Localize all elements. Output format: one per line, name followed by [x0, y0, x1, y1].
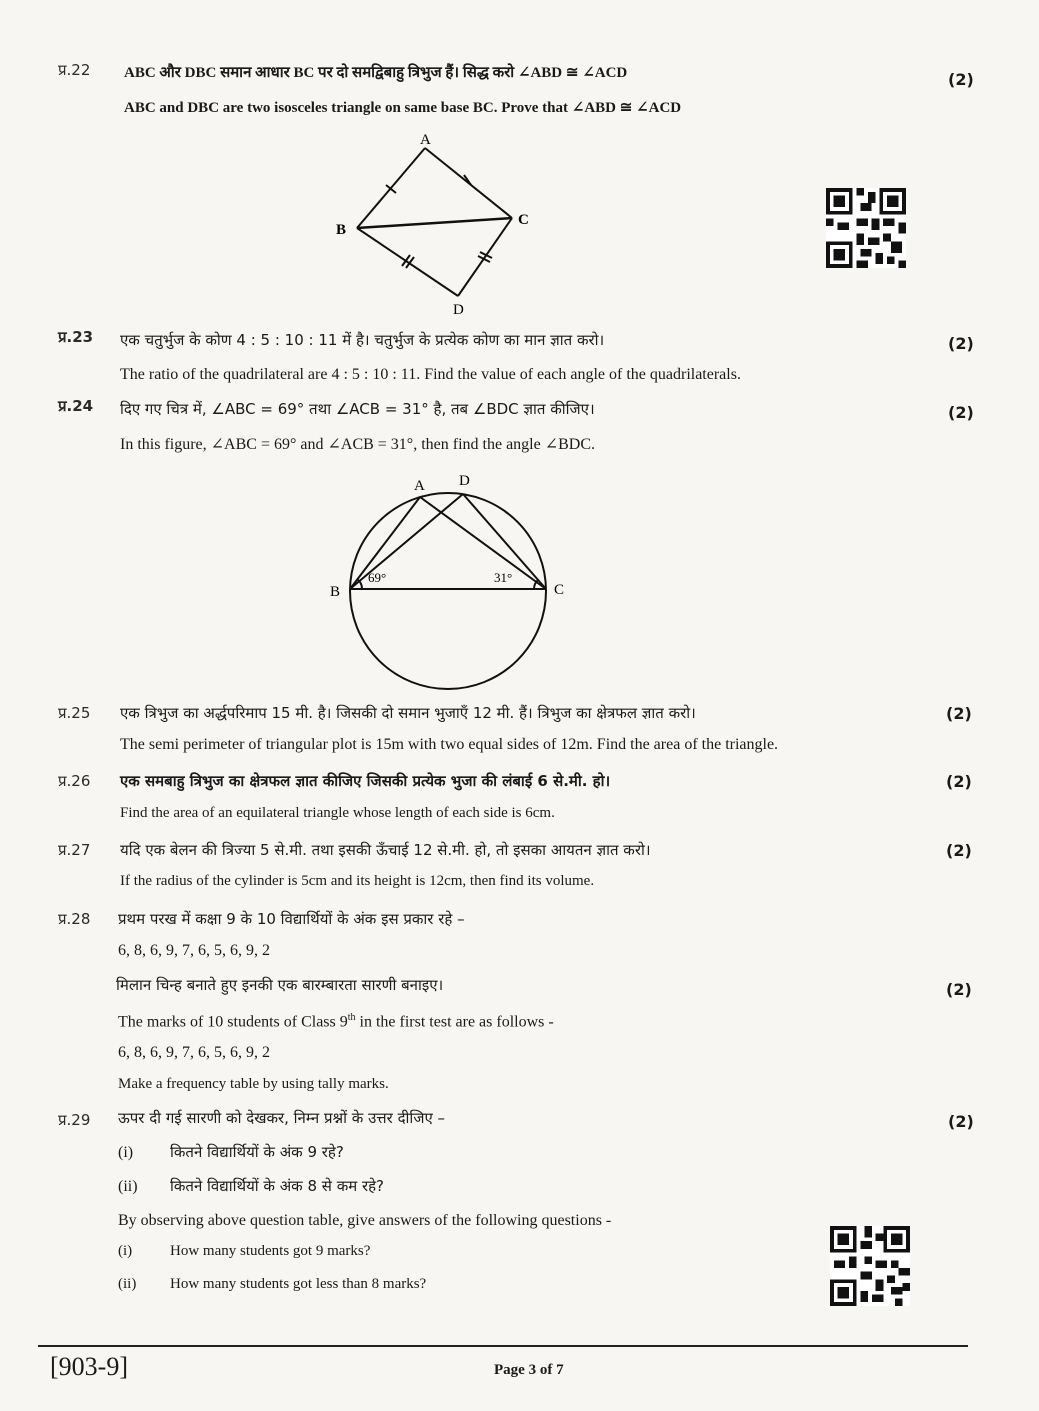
question-28-english-data: 6, 8, 6, 9, 7, 6, 5, 6, 9, 2	[118, 1044, 270, 1061]
question-28-hindi-data: 6, 8, 6, 9, 7, 6, 5, 6, 9, 2	[118, 942, 270, 959]
question-28-english-line2: Make a frequency table by using tally marks.	[118, 1076, 389, 1092]
question-29-hindi-i-num: (i)	[118, 1144, 134, 1161]
fig22-label-B: B	[336, 222, 347, 238]
question-number-23: प्र.23	[58, 328, 94, 346]
question-22-hindi: ABC और DBC समान आधार BC पर दो समद्विबाहु त्रिभुज हैं। सिद्ध करो ∠ABD ≅ ∠ACD	[124, 65, 628, 81]
qr-code-bottom	[830, 1226, 910, 1306]
question-29-hindi-i: कितने विद्यार्थियों के अंक 9 रहे?	[170, 1143, 344, 1161]
fig24-chord-AC	[420, 497, 546, 589]
question-25-english: The semi perimeter of triangular plot is 15m with two equal sides of 12m. Find the area of the triangle.	[120, 736, 779, 753]
question-28-english-line1: The marks of 10 students of Class 9th in the first test are as follows -	[118, 1012, 554, 1031]
question-29-english-ii: How many students got less than 8 marks?	[170, 1276, 427, 1292]
question-26-marks: (2)	[946, 772, 972, 791]
fig24-label-D: D	[459, 473, 470, 489]
question-24-hindi: दिए गए चित्र में, ∠ABC = 69° तथा ∠ACB = 31° है, तब ∠BDC ज्ञात कीजिए।	[120, 400, 595, 418]
question-26-hindi: एक समबाहु त्रिभुज का क्षेत्रफल ज्ञात कीजिए जिसकी प्रत्येक भुजा की लंबाई 6 से.मी. हो।	[120, 772, 611, 790]
fig24-chord-BD	[350, 494, 463, 589]
fig22-label-C: C	[518, 212, 529, 228]
question-24-english: In this figure, ∠ABC = 69° and ∠ACB = 31°, then find the angle ∠BDC.	[120, 436, 596, 453]
question-number-22: प्र.22	[58, 61, 91, 79]
question-29-hindi-ii: कितने विद्यार्थियों के अंक 8 से कम रहे?	[170, 1177, 385, 1195]
question-number-29: प्र.29	[58, 1111, 91, 1129]
question-23-english: The ratio of the quadrilateral are 4 : 5 : 10 : 11. Find the value of each angle of the quadrilaterals.	[120, 366, 741, 383]
question-22-marks: (2)	[948, 70, 974, 89]
question-29-marks: (2)	[948, 1112, 974, 1131]
fig24-label-B: B	[330, 584, 341, 600]
question-24-marks: (2)	[948, 403, 974, 422]
question-22-english: ABC and DBC are two isosceles triangle on same base BC. Prove that ∠ABD ≅ ∠ACD	[124, 100, 682, 116]
question-number-28: प्र.28	[58, 910, 91, 928]
question-29-english-ii-num: (ii)	[118, 1276, 137, 1292]
figure-24-circle	[320, 466, 580, 696]
question-29-hindi: ऊपर दी गई सारणी को देखकर, निम्न प्रश्नों के उत्तर दीजिए –	[118, 1109, 446, 1127]
fig22-label-A: A	[420, 132, 431, 148]
fig22-side-BD	[357, 228, 458, 296]
fig24-angle-B-label: 69°	[368, 570, 387, 585]
fig24-label-C: C	[554, 582, 565, 598]
question-25-hindi: एक त्रिभुज का अर्द्धपरिमाप 15 मी. है। जिसकी दो समान भुजाएँ 12 मी. हैं। त्रिभुज का क्षेत्रफल ज्ञात करो।	[120, 704, 696, 722]
question-28-marks: (2)	[946, 980, 972, 999]
question-26-english: Find the area of an equilateral triangle whose length of each side is 6cm.	[120, 805, 555, 821]
question-27-marks: (2)	[946, 841, 972, 860]
question-27-english: If the radius of the cylinder is 5cm and its height is 12cm, then find its volume.	[120, 873, 595, 889]
footer-page-number: Page 3 of 7	[494, 1362, 564, 1378]
qr-code-top	[826, 188, 906, 268]
fig22-label-D: D	[453, 302, 464, 318]
question-number-25: प्र.25	[58, 704, 91, 722]
question-28-hindi-line1: प्रथम परख में कक्षा 9 के 10 विद्यार्थियों के अंक इस प्रकार रहे –	[118, 910, 465, 928]
question-25-marks: (2)	[946, 704, 972, 723]
figure-22-quadrilateral	[320, 128, 550, 318]
question-23-marks: (2)	[948, 334, 974, 353]
question-29-english: By observing above question table, give answers of the following questions -	[118, 1212, 612, 1229]
question-29-hindi-ii-num: (ii)	[118, 1178, 138, 1195]
question-29-english-i: How many students got 9 marks?	[170, 1243, 371, 1259]
fig24-angle-C-label: 31°	[494, 570, 513, 585]
fig22-side-CD	[458, 218, 512, 296]
question-number-26: प्र.26	[58, 772, 91, 790]
question-number-24: प्र.24	[58, 397, 94, 415]
footer-rule	[38, 1345, 968, 1347]
fig24-label-A: A	[414, 478, 425, 494]
question-number-27: प्र.27	[58, 841, 91, 859]
question-29-english-i-num: (i)	[118, 1243, 133, 1259]
fig22-base-BC	[357, 218, 512, 228]
fig24-circle	[350, 493, 546, 689]
question-27-hindi: यदि एक बेलन की त्रिज्या 5 से.मी. तथा इसकी ऊँचाई 12 से.मी. हो, तो इसका आयतन ज्ञात करो।	[120, 841, 651, 859]
question-23-hindi: एक चतुर्भुज के कोण 4 : 5 : 10 : 11 में है। चतुर्भुज के प्रत्येक कोण का मान ज्ञात करो।	[120, 331, 605, 349]
footer-paper-code: [903-9]	[50, 1352, 128, 1381]
question-28-hindi-line2: मिलान चिन्ह बनाते हुए इनकी एक बारम्बारता सारणी बनाइए।	[116, 976, 444, 994]
